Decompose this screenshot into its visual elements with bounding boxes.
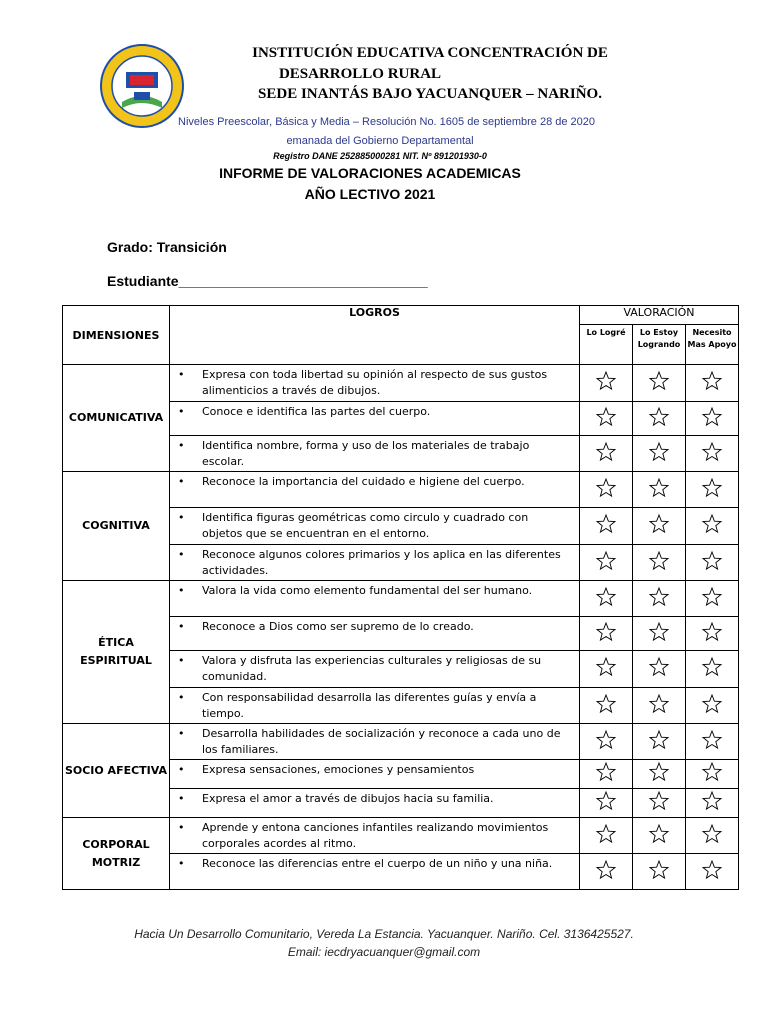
- star-outline-icon[interactable]: [648, 621, 670, 643]
- star-outline-icon[interactable]: [701, 656, 723, 678]
- star-outline-icon[interactable]: [701, 406, 723, 428]
- logro-cell: [170, 818, 580, 854]
- rating-cell-lo-estoy-logrando[interactable]: [633, 472, 686, 508]
- logro-cell: [170, 688, 580, 724]
- logro-text: Identifica figuras geométricas como circulo y cuadrado con objetos que se encuentran en el entorno.: [202, 511, 529, 540]
- star-outline-icon[interactable]: [701, 477, 723, 499]
- rating-cell-lo-logre[interactable]: [580, 472, 633, 508]
- star-outline-icon[interactable]: [595, 761, 617, 783]
- rating-cell-lo-logre[interactable]: [580, 436, 633, 472]
- logro-text: Valora y disfruta las experiencias culturales y religiosas de su comunidad.: [202, 654, 542, 683]
- header-logros: LOGROS: [170, 306, 580, 365]
- rating-cell-necesito-apoyo[interactable]: [686, 789, 739, 818]
- rating-cell-lo-logre[interactable]: [580, 724, 633, 760]
- star-outline-icon[interactable]: [701, 761, 723, 783]
- logro-cell: [170, 402, 580, 436]
- bullet: •: [178, 548, 185, 561]
- institution-location: SEDE INANTÁS BAJO YACUANQUER – NARIÑO.: [258, 86, 602, 102]
- rating-cell-lo-logre[interactable]: [580, 545, 633, 581]
- dimension-name: CORPORAL MOTRIZ: [63, 818, 170, 890]
- star-outline-icon[interactable]: [701, 586, 723, 608]
- star-outline-icon[interactable]: [595, 790, 617, 812]
- star-outline-icon[interactable]: [648, 761, 670, 783]
- star-outline-icon[interactable]: [648, 693, 670, 715]
- footer-address: Hacia Un Desarrollo Comunitario, Vereda La Estancia. Yacuanquer. Nariño. Cel. 3136425527.: [134, 927, 634, 941]
- logro-text: Expresa con toda libertad su opinión al respecto de sus gustos alimenticios a través de dibujos.: [202, 368, 548, 397]
- rating-cell-lo-estoy-logrando[interactable]: [633, 688, 686, 724]
- header-necesito-apoyo: Necesito Mas Apoyo: [686, 325, 739, 365]
- rating-cell-necesito-apoyo[interactable]: [686, 436, 739, 472]
- logro-cell: [170, 760, 580, 789]
- star-outline-icon[interactable]: [595, 477, 617, 499]
- star-outline-icon[interactable]: [701, 790, 723, 812]
- star-outline-icon[interactable]: [595, 370, 617, 392]
- bullet: •: [178, 792, 185, 805]
- bullet: •: [178, 654, 185, 667]
- issuing-authority: emanada del Gobierno Departamental: [286, 135, 474, 147]
- footer-email: Email: iecdryacuanquer@gmail.com: [287, 945, 481, 959]
- star-outline-icon[interactable]: [648, 729, 670, 751]
- bullet: •: [178, 763, 185, 776]
- star-outline-icon[interactable]: [595, 441, 617, 463]
- bullet: •: [178, 691, 185, 704]
- table-row: [63, 724, 739, 760]
- logro-cell: [170, 365, 580, 402]
- school-seal-logo: [100, 44, 184, 128]
- rating-cell-necesito-apoyo[interactable]: [686, 724, 739, 760]
- rating-cell-lo-logre[interactable]: [580, 688, 633, 724]
- header-dimensiones: DIMENSIONES: [63, 306, 170, 365]
- logro-text: Desarrolla habilidades de socialización y reconoce a cada uno de los familiares.: [202, 727, 561, 756]
- star-outline-icon[interactable]: [595, 406, 617, 428]
- star-outline-icon[interactable]: [595, 693, 617, 715]
- star-outline-icon[interactable]: [595, 513, 617, 535]
- logro-text: Expresa el amor a través de dibujos hacia su familia.: [202, 792, 494, 805]
- bullet: •: [178, 584, 185, 597]
- star-outline-icon[interactable]: [701, 513, 723, 535]
- rating-cell-lo-estoy-logrando[interactable]: [633, 818, 686, 854]
- rating-cell-lo-logre[interactable]: [580, 651, 633, 688]
- star-outline-icon[interactable]: [595, 656, 617, 678]
- header-valoracion: VALORACIÓN: [580, 306, 739, 325]
- star-outline-icon[interactable]: [595, 586, 617, 608]
- table-header-row: [63, 306, 739, 325]
- logro-text: Reconoce a Dios como ser supremo de lo creado.: [202, 620, 474, 633]
- logro-cell: [170, 508, 580, 545]
- institution-name-line1: INSTITUCIÓN EDUCATIVA CONCENTRACIÓN DE: [252, 45, 608, 61]
- rating-cell-necesito-apoyo[interactable]: [686, 688, 739, 724]
- star-outline-icon[interactable]: [701, 693, 723, 715]
- logro-cell: [170, 436, 580, 472]
- rating-cell-necesito-apoyo[interactable]: [686, 472, 739, 508]
- rating-cell-lo-logre[interactable]: [580, 760, 633, 789]
- bullet: •: [178, 439, 185, 452]
- star-outline-icon[interactable]: [595, 729, 617, 751]
- rating-cell-necesito-apoyo[interactable]: [686, 854, 739, 890]
- bullet: •: [178, 727, 185, 740]
- levels-resolution: Niveles Preescolar, Básica y Media – Resolución No. 1605 de septiembre 28 de 2020: [178, 116, 596, 128]
- rating-cell-lo-estoy-logrando[interactable]: [633, 402, 686, 436]
- logro-cell: [170, 651, 580, 688]
- student-name-field: Estudiante________________________________: [107, 273, 428, 289]
- rating-cell-lo-estoy-logrando[interactable]: [633, 617, 686, 651]
- report-title: INFORME DE VALORACIONES ACADEMICAS: [219, 165, 521, 181]
- logro-text: Reconoce la importancia del cuidado e higiene del cuerpo.: [202, 475, 525, 488]
- logro-cell: [170, 545, 580, 581]
- star-outline-icon[interactable]: [648, 823, 670, 845]
- bullet: •: [178, 475, 185, 488]
- logro-text: Expresa sensaciones, emociones y pensamientos: [202, 763, 475, 776]
- assessment-table: [62, 305, 739, 890]
- logro-text: Reconoce las diferencias entre el cuerpo de un niño y una niña.: [202, 857, 553, 870]
- rating-cell-lo-estoy-logrando[interactable]: [633, 545, 686, 581]
- bullet: •: [178, 405, 185, 418]
- rating-cell-necesito-apoyo[interactable]: [686, 402, 739, 436]
- rating-cell-necesito-apoyo[interactable]: [686, 365, 739, 402]
- rating-cell-necesito-apoyo[interactable]: [686, 617, 739, 651]
- star-outline-icon[interactable]: [648, 859, 670, 881]
- rating-cell-lo-logre[interactable]: [580, 789, 633, 818]
- logro-cell: [170, 581, 580, 617]
- star-outline-icon[interactable]: [648, 513, 670, 535]
- star-outline-icon[interactable]: [595, 621, 617, 643]
- bullet: •: [178, 821, 185, 834]
- logro-text: Con responsabilidad desarrolla las diferentes guías y envía a tiempo.: [202, 691, 537, 720]
- star-outline-icon[interactable]: [648, 790, 670, 812]
- star-outline-icon[interactable]: [701, 859, 723, 881]
- institution-name-line2: DESARROLLO RURAL: [278, 66, 442, 82]
- star-outline-icon[interactable]: [595, 550, 617, 572]
- logro-text: Conoce e identifica las partes del cuerpo.: [202, 405, 431, 418]
- rating-cell-necesito-apoyo[interactable]: [686, 818, 739, 854]
- star-outline-icon[interactable]: [701, 550, 723, 572]
- star-outline-icon[interactable]: [595, 823, 617, 845]
- star-outline-icon[interactable]: [701, 441, 723, 463]
- header-lo-logre: Lo Logré: [580, 325, 633, 365]
- rating-cell-lo-estoy-logrando[interactable]: [633, 854, 686, 890]
- table-row: [63, 581, 739, 617]
- rating-cell-lo-logre[interactable]: [580, 854, 633, 890]
- bullet: •: [178, 857, 185, 870]
- rating-cell-lo-estoy-logrando[interactable]: [633, 436, 686, 472]
- logro-cell: [170, 472, 580, 508]
- bullet: •: [178, 368, 185, 381]
- logro-text: Reconoce algunos colores primarios y los aplica en las diferentes actividades.: [202, 548, 561, 577]
- star-outline-icon[interactable]: [648, 441, 670, 463]
- rating-cell-lo-estoy-logrando[interactable]: [633, 581, 686, 617]
- table-row: [63, 818, 739, 854]
- star-outline-icon[interactable]: [648, 370, 670, 392]
- rating-cell-lo-logre[interactable]: [580, 402, 633, 436]
- logro-text: Aprende y entona canciones infantiles realizando movimientos corporales acordes al ritmo.: [202, 821, 549, 850]
- rating-cell-lo-estoy-logrando[interactable]: [633, 365, 686, 402]
- dimension-name: SOCIO AFECTIVA: [63, 724, 170, 818]
- dimension-name: COMUNICATIVA: [63, 365, 170, 472]
- logro-cell: [170, 789, 580, 818]
- logro-text: Identifica nombre, forma y uso de los materiales de trabajo escolar.: [202, 439, 530, 468]
- logro-cell: [170, 617, 580, 651]
- logro-text: Valora la vida como elemento fundamental del ser humano.: [202, 584, 533, 597]
- rating-cell-necesito-apoyo[interactable]: [686, 545, 739, 581]
- rating-cell-lo-estoy-logrando[interactable]: [633, 508, 686, 545]
- rating-cell-lo-estoy-logrando[interactable]: [633, 651, 686, 688]
- table-row: [63, 365, 739, 402]
- rating-cell-lo-logre[interactable]: [580, 818, 633, 854]
- rating-cell-lo-logre[interactable]: [580, 617, 633, 651]
- rating-cell-lo-logre[interactable]: [580, 581, 633, 617]
- rating-cell-lo-estoy-logrando[interactable]: [633, 724, 686, 760]
- bullet: •: [178, 620, 185, 633]
- assessment-table-body: [63, 306, 739, 890]
- dimension-name: ÉTICA ESPIRITUAL: [63, 581, 170, 724]
- rating-cell-lo-estoy-logrando[interactable]: [633, 760, 686, 789]
- table-row: [63, 472, 739, 508]
- bullet: •: [178, 511, 185, 524]
- rating-cell-necesito-apoyo[interactable]: [686, 581, 739, 617]
- rating-cell-necesito-apoyo[interactable]: [686, 508, 739, 545]
- star-outline-icon[interactable]: [648, 656, 670, 678]
- header-lo-estoy-logrando: Lo Estoy Logrando: [633, 325, 686, 365]
- star-outline-icon[interactable]: [648, 550, 670, 572]
- logro-cell: [170, 724, 580, 760]
- star-outline-icon[interactable]: [648, 586, 670, 608]
- star-outline-icon[interactable]: [701, 823, 723, 845]
- rating-cell-lo-logre[interactable]: [580, 365, 633, 402]
- star-outline-icon[interactable]: [701, 729, 723, 751]
- dane-registration: Registro DANE 252885000281 NIT. Nº 891201930-0: [273, 151, 487, 161]
- report-year: AÑO LECTIVO 2021: [304, 186, 436, 202]
- rating-cell-lo-logre[interactable]: [580, 508, 633, 545]
- rating-cell-necesito-apoyo[interactable]: [686, 760, 739, 789]
- rating-cell-necesito-apoyo[interactable]: [686, 651, 739, 688]
- star-outline-icon[interactable]: [595, 859, 617, 881]
- rating-cell-lo-estoy-logrando[interactable]: [633, 789, 686, 818]
- star-outline-icon[interactable]: [701, 370, 723, 392]
- star-outline-icon[interactable]: [648, 406, 670, 428]
- dimension-name: COGNITIVA: [63, 472, 170, 581]
- star-outline-icon[interactable]: [648, 477, 670, 499]
- logro-cell: [170, 854, 580, 890]
- star-outline-icon[interactable]: [701, 621, 723, 643]
- grade-label: Grado: Transición: [107, 239, 227, 255]
